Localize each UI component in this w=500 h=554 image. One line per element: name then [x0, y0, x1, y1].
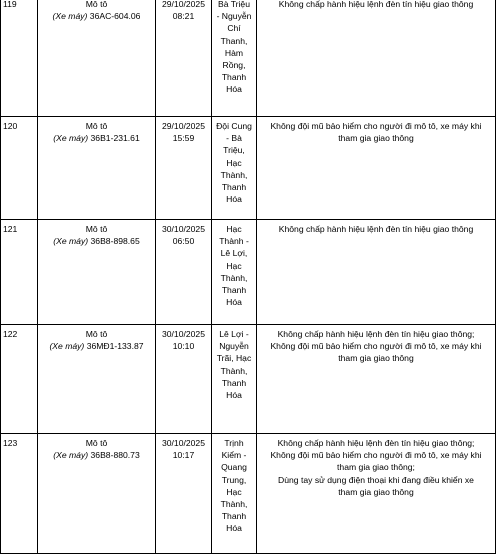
violation-cell: [257, 0, 496, 117]
violation-date: 30/10/2025: [161, 438, 205, 448]
row-number: 120: [1, 117, 38, 220]
vehicle-category: (Xe máy): [53, 236, 89, 247]
datetime-cell: [156, 117, 212, 220]
location-line: Hóa: [226, 297, 242, 308]
location-line: Thành,: [220, 499, 248, 510]
violation-line: Không chấp hành hiệu lệnh đèn tín hiệu giao thông;: [277, 438, 475, 448]
violation-time: 08:21: [172, 11, 195, 22]
violation-line: Không chấp hành hiệu lệnh đèn tín hiệu giao thông: [278, 224, 474, 234]
location-line: Hàm: [224, 47, 244, 58]
vehicle-type: Mô tô: [85, 329, 108, 339]
location-line: Thanh: [221, 377, 247, 388]
row-number: 123: [1, 434, 38, 554]
vehicle-category: (Xe máy): [52, 11, 88, 22]
location-line: Hạc: [226, 486, 242, 497]
location-line: Thanh: [221, 511, 247, 522]
location-cell: [212, 434, 257, 554]
license-plate: 36B1-231.61: [90, 133, 140, 144]
location-line: Hóa: [226, 523, 242, 534]
violation-line: tham gia giao thông;: [337, 462, 415, 473]
location-line: Lê Lợi,: [220, 248, 248, 259]
datetime-cell: [156, 434, 212, 554]
location-cell: [212, 220, 257, 325]
vehicle-type: Mô tô: [85, 121, 108, 131]
location-line: Triệu,: [223, 145, 245, 156]
violation-line: Không chấp hành hiệu lệnh đèn tín hiệu giao thông: [278, 0, 474, 9]
location-line: Trịnh: [224, 438, 244, 448]
location-line: Lê Lợi -: [219, 329, 249, 339]
violation-cell: [257, 434, 496, 554]
violation-time: 15:59: [172, 133, 195, 144]
location-line: Thành -: [219, 236, 249, 247]
violation-line: Không đội mũ bảo hiểm cho người đi mô tô, xe máy khi: [270, 121, 482, 131]
license-plate: 36AC-604.06: [89, 11, 141, 22]
vehicle-cell: [38, 325, 156, 434]
location-line: Thành,: [220, 272, 248, 283]
location-line: Thanh,: [220, 35, 248, 46]
violation-cell: [257, 117, 496, 220]
location-line: Hóa: [226, 194, 242, 205]
location-line: Rồng,: [222, 60, 246, 71]
violation-line: tham gia giao thông: [338, 486, 414, 497]
table-row: [1, 325, 496, 434]
location-line: Trãi, Hạc: [216, 353, 252, 364]
violation-line: Không đội mũ bảo hiểm cho người đi mô tô, xe máy khi: [270, 450, 482, 461]
vehicle-cell: [38, 434, 156, 554]
location-line: - Bà: [226, 133, 242, 144]
violation-line: tham gia giao thông: [338, 133, 414, 144]
table-row: [1, 0, 496, 117]
location-line: - Nguyễn: [216, 11, 252, 22]
location-line: Chí: [227, 23, 241, 34]
license-plate: 36B8-880.73: [90, 450, 140, 461]
location-line: Hóa: [226, 390, 242, 401]
violation-line: tham gia giao thông: [338, 353, 414, 364]
datetime-cell: [156, 325, 212, 434]
location-cell: [212, 117, 257, 220]
table-row: [1, 117, 496, 220]
license-plate: 36MĐ1-133.87: [86, 341, 144, 352]
location-line: Thanh: [221, 182, 247, 193]
violation-date: 30/10/2025: [161, 224, 205, 234]
vehicle-type: Mô tô: [85, 0, 108, 9]
location-line: Thanh: [221, 285, 247, 296]
violation-line: Không chấp hành hiệu lệnh đèn tín hiệu giao thông;: [277, 329, 475, 339]
violation-cell: [257, 325, 496, 434]
row-number: 119: [1, 0, 38, 117]
violations-table-body: [1, 0, 496, 554]
row-number: 121: [1, 220, 38, 325]
violation-cell: [257, 220, 496, 325]
location-line: Bà Triệu: [217, 0, 250, 9]
violation-time: 10:10: [172, 341, 195, 352]
violation-date: 30/10/2025: [161, 329, 205, 339]
location-line: Thanh: [221, 72, 247, 83]
violation-line: Dùng tay sử dụng điện thoại khi đang điều khiển xe: [278, 474, 474, 485]
location-line: Thành,: [220, 365, 248, 376]
location-line: Đội Cung: [216, 121, 252, 131]
vehicle-category: (Xe máy): [53, 450, 89, 461]
datetime-cell: [156, 0, 212, 117]
location-line: Nguyễn: [219, 341, 249, 352]
violation-date: 29/10/2025: [161, 0, 205, 9]
location-cell: [212, 0, 257, 117]
row-number: 122: [1, 325, 38, 434]
vehicle-category: (Xe máy): [53, 133, 89, 144]
vehicle-cell: [38, 0, 156, 117]
vehicle-cell: [38, 220, 156, 325]
location-line: Hóa: [226, 84, 242, 95]
location-line: Kiểm -: [221, 450, 247, 461]
license-plate: 36B8-898.65: [90, 236, 140, 247]
location-line: Quang: [221, 462, 247, 473]
datetime-cell: [156, 220, 212, 325]
vehicle-cell: [38, 117, 156, 220]
vehicle-type: Mô tô: [85, 224, 108, 234]
location-line: Thành,: [220, 169, 248, 180]
violation-date: 29/10/2025: [161, 121, 205, 131]
violation-line: Không đội mũ bảo hiểm cho người đi mô tô, xe máy khi: [270, 341, 482, 352]
violation-time: 06:50: [172, 236, 195, 247]
violation-time: 10:17: [172, 450, 195, 461]
vehicle-type: Mô tô: [85, 438, 108, 448]
location-line: Trung,: [221, 474, 247, 485]
vehicle-category: (Xe máy): [49, 341, 85, 352]
location-line: Hạc: [226, 260, 242, 271]
location-line: Hạc: [226, 157, 242, 168]
location-line: Hạc: [226, 224, 242, 234]
table-row: [1, 220, 496, 325]
location-cell: [212, 325, 257, 434]
table-row: [1, 434, 496, 554]
